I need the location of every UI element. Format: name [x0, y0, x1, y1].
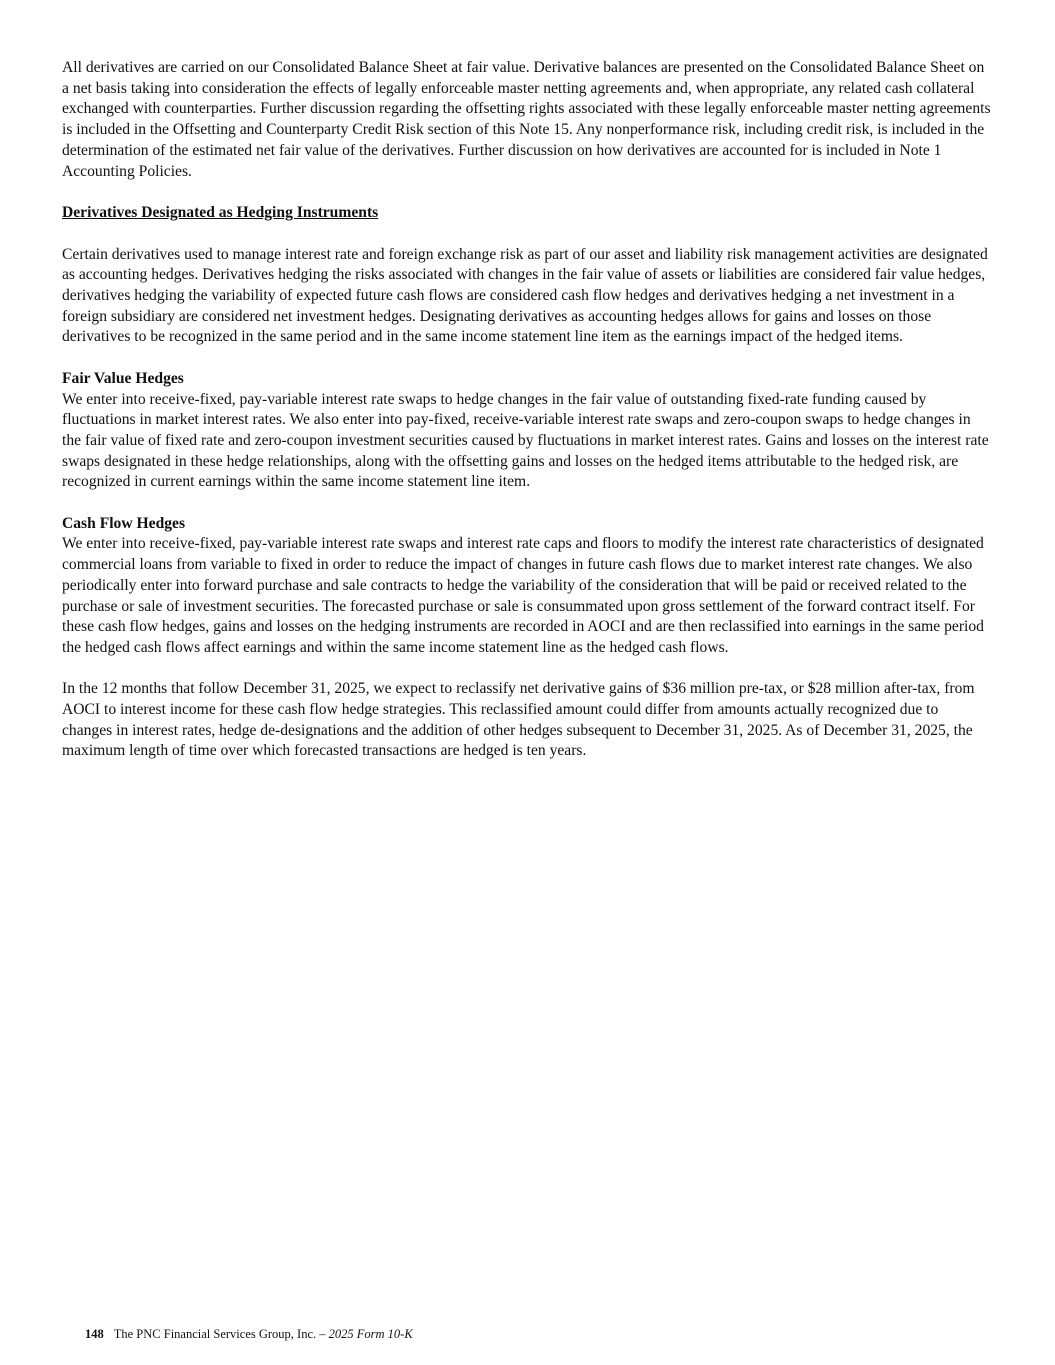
section-heading-designated-hedging: Derivatives Designated as Hedging Instruments [62, 204, 379, 222]
page-number: 148 [85, 1327, 104, 1341]
reclassification-paragraph: In the 12 months that follow December 31, 2025, we expect to reclassify net derivative gains of $36 million pre-tax, or $28 million after-tax, from AOCI to interest income for these cash flow hedge strategies. This reclassified amount could differ from amounts actually recognized due to changes in interest rates, hedge de-designations and the addition of other hedges subsequent to December 31, 2025. As of December 31, 2025, the maximum length of time over which forecasted transactions are hedged is ten years. [62, 680, 975, 760]
footer-form: 2025 Form 10-K [328, 1327, 413, 1341]
page-footer [85, 1326, 413, 1342]
designated-hedging-paragraph: Certain derivatives used to manage interest rate and foreign exchange risk as part of our asset and liability risk management activities are designated as accounting hedges. Derivatives hedging the risks associated with changes in the fair value of assets or liabilities are considered fair value hedges, derivatives hedging the variability of expected future cash flows are considered cash flow hedges and derivatives hedging a net investment in a foreign subsidiary are considered net investment hedges. Designating derivatives as accounting hedges allows for gains and losses on those derivatives to be recognized in the same period and in the same income statement line item as the earnings impact of the hedged items. [62, 245, 988, 346]
cash-flow-hedges-paragraph: We enter into receive-fixed, pay-variable interest rate swaps and interest rate caps and floors to modify the interest rate characteristics of designated commercial loans from variable to fixed in order to reduce the impact of changes in future cash flows due to market interest rate changes. We also periodically enter into forward purchase and sale contracts to hedge the variability of the consideration that will be paid or received related to the purchase or sale of investment securities. The forecasted purchase or sale is consummated upon gross settlement of the forward contract itself. For these cash flow hedges, gains and losses on the hedging instruments are recorded in AOCI and are then reclassified into earnings in the same period the hedged cash flows affect earnings and within the same income statement line as the hedged cash flows. [62, 535, 984, 656]
intro-paragraph: All derivatives are carried on our Consolidated Balance Sheet at fair value. Derivative balances are presented on the Consolidated Balance Sheet on a net basis taking into consideration the effects of legally enforceable master netting agreements and, when appropriate, any related cash collateral exchanged with counterparties. Further discussion regarding the offsetting rights associated with these legally enforceable master netting agreements is included in the Offsetting and Counterparty Credit Risk section of this Note 15. Any nonperformance risk, including credit risk, is included in the determination of the estimated net fair value of the derivatives. Further discussion on how derivatives are accounted for is included in Note 1 Accounting Policies. [62, 59, 991, 180]
page-content [62, 58, 992, 762]
fair-value-hedges-paragraph: We enter into receive-fixed, pay-variable interest rate swaps to hedge changes in the fair value of outstanding fixed-rate funding caused by fluctuations in market interest rates. We also enter into pay-fixed, receive-variable interest rate swaps and zero-coupon swaps to hedge changes in the fair value of fixed rate and zero-coupon investment securities caused by fluctuations in market interest rates. Gains and losses on the interest rate swaps designated in these hedge relationships, along with the offsetting gains and losses on the hedged items attributable to the hedged risk, are recognized in current earnings within the same income statement line item. [62, 390, 989, 491]
subheading-cash-flow-hedges: Cash Flow Hedges [62, 514, 186, 532]
footer-company: The PNC Financial Services Group, Inc. – [113, 1327, 329, 1341]
subheading-fair-value-hedges: Fair Value Hedges [62, 369, 184, 387]
